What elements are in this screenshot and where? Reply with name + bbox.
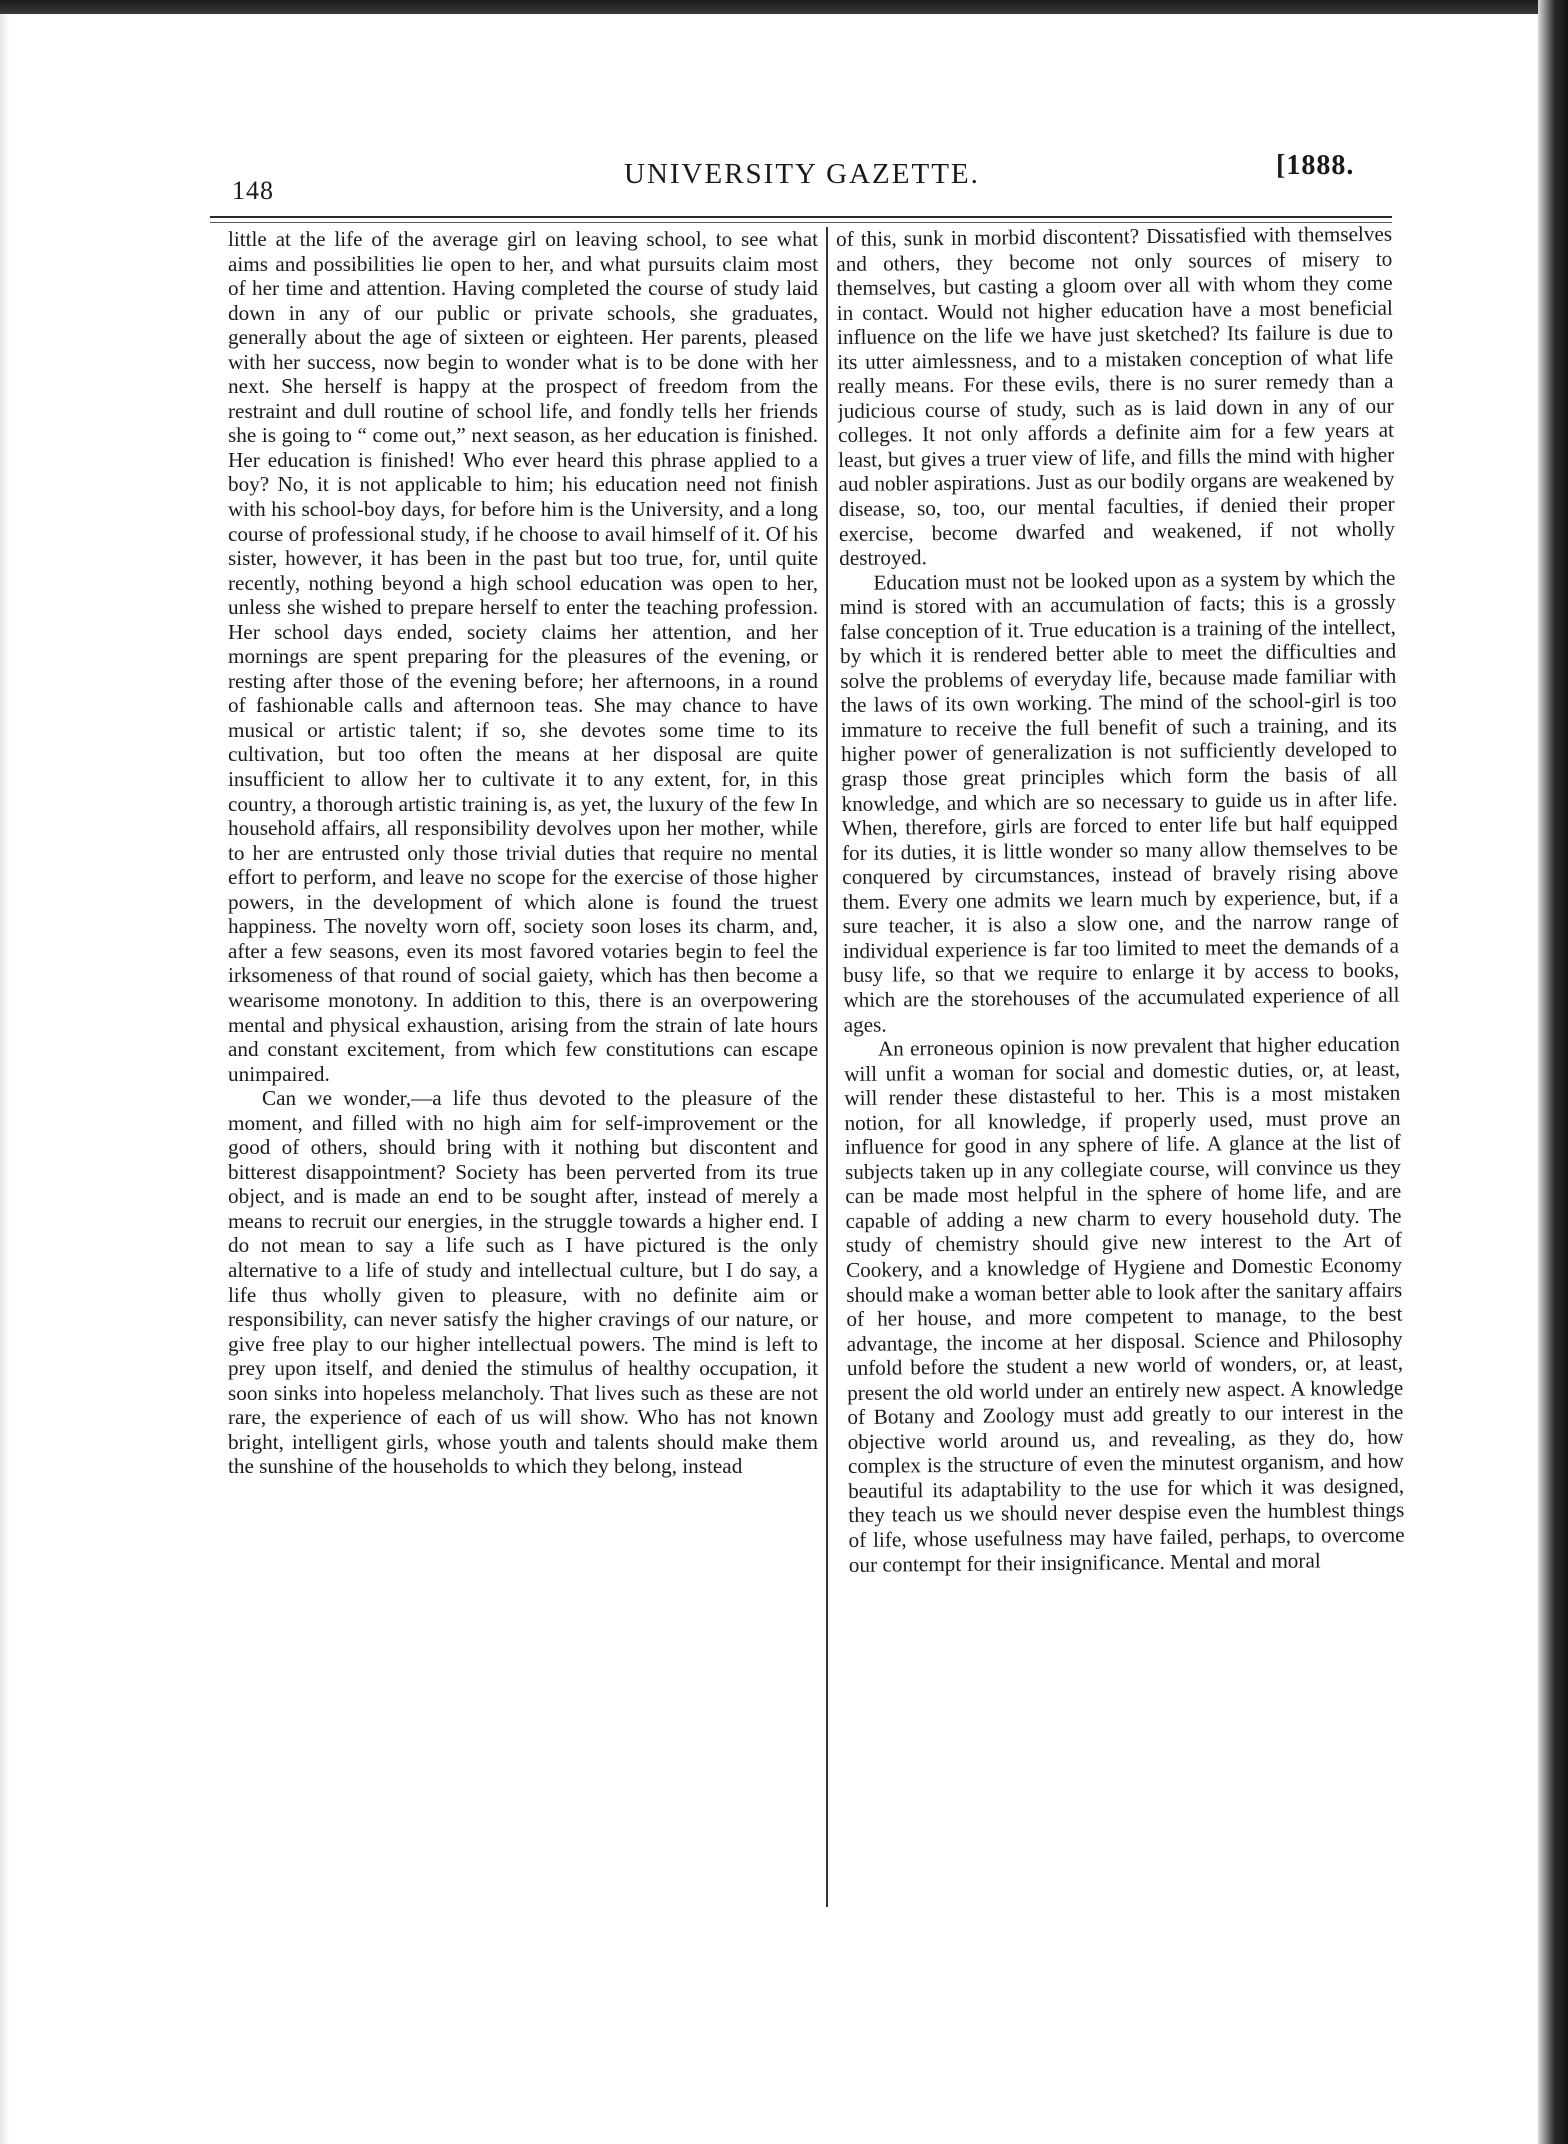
header-rule <box>210 216 1392 218</box>
scan-edge-top <box>0 0 1568 14</box>
scan-edge-right <box>1538 0 1568 2144</box>
page-header <box>232 150 1382 205</box>
paragraph: An erroneous opinion is now prevalent that higher education will unfit a woman for social and domestic duties, or, at least, will render these distasteful to her. This is a most mistaken notion, for all knowledge, if properly used, must prove an influence for good in any sphere of life. A glance at the list of subjects taken up in any collegiate course, will convince us they can be made most helpful in the sphere of home life, and are capable of adding a new charm to every household duty. The study of chemistry should give new interest to the Art of Cookery, and a knowledge of Hygiene and Domestic Economy should make a woman better able to look after the sanitary affairs of her house, and more competent to manage, to the best advantage, the income at her disposal. Science and Philosophy unfold before the student a new world of wonders, or, at least, present the old world under an entirely new aspect. A knowledge of Botany and Zoology must add greatly to our interest in the objective world around us, and revealing, as they do, how complex is the structure of even the minutest organism, and how beautiful its adaptability to the use for which it was designed, they teach us we should never despise even the humblest things of life, whose usefulness may have failed, perhaps, to overcome our contempt for their insignificance. Mental and moral <box>844 1031 1405 1577</box>
issue-year: [1888. <box>1276 150 1355 181</box>
page-edge-shadow <box>0 14 10 2144</box>
paragraph: little at the life of the average girl on leaving school, to see what aims and possibilities lie open to her, and what pursuits claim most of her time and attention. Having completed the course of study laid down in any of our public or private schools, she graduates, generally about the age of sixteen or eighteen. Her parents, pleased with her success, now begin to wonder what is to be done with her next. She herself is happy at the prospect of freedom from the restraint and dull routine of school life, and fondly tells her friends she is going to “ come out,” next season, as her education is finished. Her education is finished! Who ever heard this phrase applied to a boy? No, it is not applicable to him; his education need not finish with his school-boy days, for before him is the University, and a long course of professional study, if he choose to avail himself of it. Of his sister, however, it has been in the past but too true, for, until quite recently, nothing beyond a high school education was open to her, unless she wished to prepare herself to enter the teaching profession. Her school days ended, society claims her attention, and her mornings are spent preparing for the pleasures of the evening, or resting after those of the evening before; her afternoons, in a round of fashionable calls and afternoon teas. She may chance to have musical or artistic talent; if so, she devotes some time to its cultivation, but too often the means at her disposal are quite insufficient to allow her to cultivate it to any extent, for, in this country, a thorough artistic training is, as yet, the luxury of the few In household affairs, all responsibility devolves upon her mother, while to her are entrusted only those trivial duties that require no mental effort to perform, and leave no scope for the exercise of those higher powers, in the development of which alone is found the truest happiness. The novelty worn off, society soon loses its charm, and, after a few seasons, even its most favored votaries begin to feel the irksomeness of that round of social gaiety, which has then become a wearisome monotony. In addition to this, there is an overpowering mental and physical exhaustion, arising from the strain of late hours and constant excitement, from which few constitutions can escape unimpaired. <box>228 227 818 1086</box>
paragraph: Can we wonder,—a life thus devoted to the pleasure of the moment, and filled with no high aim for self-improvement or the good of others, should bring with it nothing but discontent and bitterest disappointment? Society has been perverted from its true object, and is made an end to be sought after, instead of merely a means to recruit our energies, in the struggle towards a higher end. I do not mean to say a life such as I have pictured is the only alternative to a life of study and intellectual culture, but I do say, a life thus wholly given to pleasure, with no definite aim or responsibility, can never satisfy the higher cravings of our nature, or give free play to our higher intellectual powers. The mind is left to prey upon itself, and denied the stimulus of healthy occupation, it soon sinks into hopeless melancholy. That lives such as these are not rare, the experience of each of us will show. Who has not known bright, intelligent girls, whose youth and talents should make them the sunshine of the households to which they belong, instead <box>228 1086 818 1479</box>
right-column <box>836 222 1408 1947</box>
paragraph: of this, sunk in morbid discontent? Dissatisfied with themselves and others, they become not only sources of misery to themselves, but casting a gloom over all with whom they come in contact. Would not higher education have a most beneficial influence on the life we have just sketched? Its failure is due to its utter aimlessness, and to a mistaken conception of what life really means. For these evils, there is no surer remedy than a judicious course of study, such as is laid down in any of our colleges. It not only affords a definite aim for a few years at least, but gives a truer view of life, and fills the mind with higher aud nobler aspirations. Just as our bodily organs are weakened by disease, so, too, our mental faculties, if denied their proper exercise, become dwarfed and weakened, if not wholly destroyed. <box>836 221 1396 571</box>
column-divider <box>826 227 828 1907</box>
left-column <box>228 227 818 1927</box>
page-number: 148 <box>232 176 274 205</box>
paragraph: Education must not be looked upon as a system by which the mind is stored with an accumulation of facts; this is a grossly false conception of it. True education is a training of the intellect, by which it is rendered better able to meet the difficulties and solve the problems of everyday life, because made familiar with the laws of its own working. The mind of the school-girl is too immature to receive the full benefit of such a training, and its higher power of generalization is not sufficiently developed to grasp those great principles which form the basis of all knowledge, and which are so necessary to guide us in after life. When, therefore, girls are forced to enter life but half equipped for its duties, it is little wonder so many allow themselves to be conquered by circumstances, instead of bravely rising above them. Every one admits we learn much by experience, but, if a sure teacher, it is also a slow one, and the narrow range of individual experience is far too limited to meet the demands of a busy life, so that we require to enlarge it by access to books, which are the storehouses of the accumulated experience of all ages. <box>839 565 1400 1037</box>
journal-title: UNIVERSITY GAZETTE. <box>624 158 980 190</box>
